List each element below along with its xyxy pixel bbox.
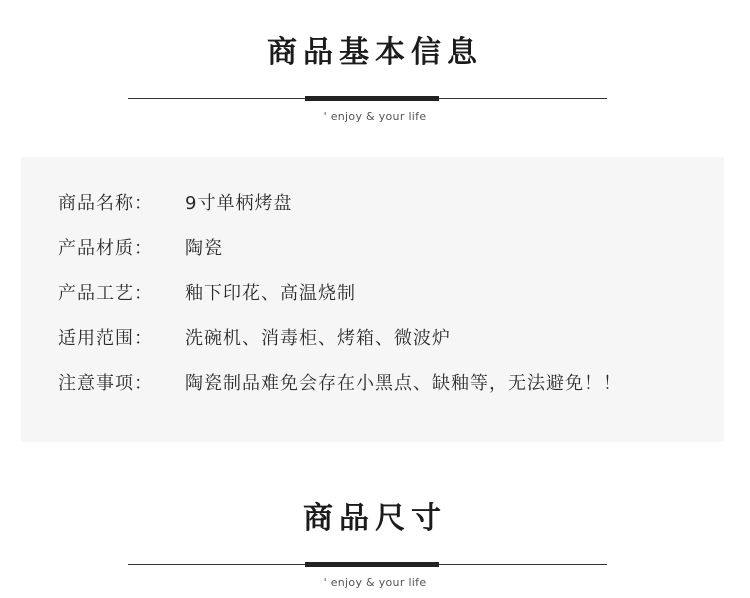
- section-tagline: ' enjoy & your life: [323, 110, 427, 123]
- info-value: 9寸单柄烤盘: [185, 193, 293, 214]
- section-title: 商品基本信息: [267, 35, 483, 70]
- info-value: 陶瓷: [185, 238, 223, 259]
- section-title: 商品尺寸: [303, 501, 447, 536]
- section-tagline: ' enjoy & your life: [323, 576, 427, 589]
- info-value: 洗碗机、消毒柜、烤箱、微波炉: [185, 328, 451, 349]
- info-label: 适用范围：: [58, 328, 153, 349]
- info-label: 产品工艺：: [58, 283, 153, 304]
- info-value: 釉下印花、高温烧制: [185, 283, 356, 304]
- divider-accent: [305, 562, 439, 567]
- info-value: 陶瓷制品难免会存在小黑点、缺釉等，无法避免！！: [185, 373, 622, 394]
- info-label: 产品材质：: [58, 238, 153, 259]
- info-label: 商品名称：: [58, 193, 153, 214]
- info-label: 注意事项：: [58, 373, 153, 394]
- divider-accent: [305, 96, 439, 101]
- basic-info-panel: [21, 157, 724, 442]
